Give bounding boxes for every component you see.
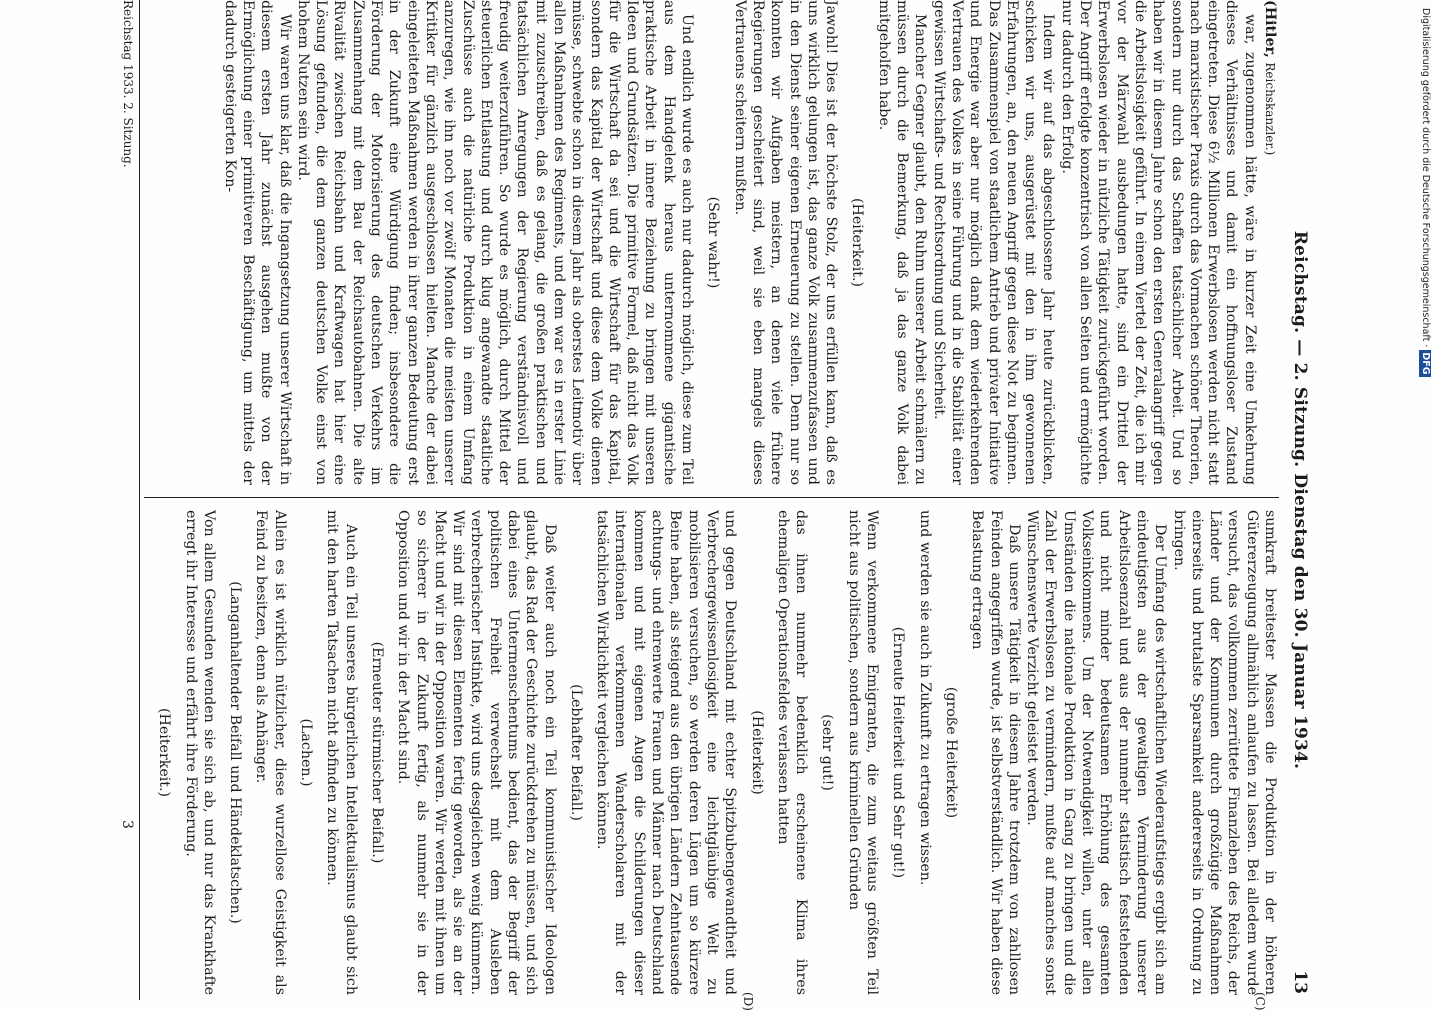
credit-strip — [1416, 8, 1434, 998]
dfg-logo: DFG — [1420, 352, 1431, 375]
margin-mark-d: (D) — [741, 992, 755, 1011]
page-number: 13 — [1290, 970, 1310, 994]
paragraph: Auch ein Teil unseres bürgerlichen Intellektualismus glaubt sich mit den harten Tatsachen nicht abfinden zu können. — [324, 510, 359, 995]
sheet-signature: 3 — [119, 820, 135, 829]
paragraph: Daß unsere Tätigkeit in diesem Jahre trotzdem von zahllosen Feinden angegriffen wurde, ist selbstverständlich. Wir haben diese Belastung ertragen — [969, 510, 1022, 995]
stage-direction: (Lebhafter Beifall.) — [567, 684, 584, 821]
paragraph: Allein es ist wirklich nützlicher, diese wurzellose Geistigkeit als Feind zu besitzen, denn als Anhänger. — [253, 510, 288, 995]
paragraph: das ihnen nunmehr bedenklich erscheinene Klima ihres ehemaligen Operationsfeldes verlassen hatten — [774, 510, 810, 995]
stage-direction: (sehr gut!) — [819, 714, 836, 791]
stage-direction: (Heiterkeit.) — [849, 198, 866, 287]
credit-text: Digitalisierung gefördert durch die Deutsche Forschungsgemeinschaft · — [1420, 8, 1431, 348]
paragraph: Mancher Gegner glaubt, den Ruhm unserer Arbeit schmälern zu müssen durch die Bemerkung, daß ja das ganze Volk dabei mitgeholfen habe. — [875, 0, 929, 485]
stage-direction: (Lachen.) — [298, 718, 315, 787]
stage-direction: (Langanhaltender Beifall und Händeklatschen.) — [227, 581, 244, 924]
speaker-line — [1261, 0, 1279, 485]
page-title: Reichstag. — 2. Sitzung. Dienstag den 30. Januar 1934. — [1290, 230, 1310, 770]
paragraph: Von allem Gesunden wenden sie sich ab, und nur das Krankhafte erregt ihr Interesse und erfährt ihre Förderung. — [182, 510, 217, 995]
paragraph: Der Umfang des wirtschaftlichen Wiederaufstiegs ergibt sich am eindeutigsten aus der gewaltigen Verminderung unserer Arbeitslosenzahl und aus der nunmehr statistisch feststehenden und nicht minder bedeutsamen Erhöhung des gesamten Volkseinkommens. Um der Notwendigkeit willen, unter allen Umständen die nationale Produktion in Gang zu bringen und die Zahl der Erwerbslosen zu vermindern, mußte auf manches sonst Wünschenswerte Verzicht geleistet werden. — [1024, 510, 1169, 995]
stage-direction: (Erneuter stürmischer Beifall.) — [368, 641, 385, 864]
paragraph: Jawohl! Dies ist der höchste Stolz, der uns erfüllen kann, daß es uns wirklich gelungen ist, das ganze Volk zusammenzufassen und in den Dienst seiner eigenen Erneuerung zu stellen. Denn nur so konnten wir Aufgaben meistern, an denen viele frühere Regierungen gescheitert sind, weil sie eben mangels dieses Vertrauens scheitern mußten. — [731, 0, 840, 485]
page-header — [1287, 0, 1313, 1000]
paragraph: Indem wir auf das abgeschlossene Jahr heute zurückblicken, schicken wir uns, ausgerüstet mit den in ihm gewonnenen Erfahrungen, an, den neuen Angriff gegen diese Not zu beginnen. Das Zusammenspiel von staatlichem Antrieb und privater Initiative und Energie war aber nur möglich dank dem wiederkehrenden Vertrauen des Volkes in seine Führung und in die Stabilität einer gewissen Wirtschafts- und Rechtsordnung und Sicherheit. — [930, 0, 1057, 485]
stage-direction: (Sehr wahr!) — [705, 196, 722, 289]
stage-direction: (große Heiterkeit) — [942, 686, 959, 819]
stage-direction: (Erneute Heiterkeit und Sehr gut!) — [890, 626, 907, 879]
left-column — [220, 0, 1279, 485]
paragraph: und werden sie auch in Zukunft zu ertragen wissen. — [916, 510, 933, 886]
stage-direction: (Heiterkeit) — [748, 710, 765, 795]
right-column — [147, 510, 1279, 995]
paragraph: war, zugenommen hätte, wäre in kurzer Zeit eine Umkehrung dieses Verhältnisses und damit ein hoffnungsloser Zustand eingetreten. Diese 6½ Millionen Erwerbslosen werden nicht statt nach marxistischer Praxis durch das Vormachen schöner Theorien, sondern nur durch das Schaffen tatsächlicher Arbeit. Und so haben wir in diesem Jahre schon den ersten Generalangriff gegen die Arbeitslosigkeit geführt. In einem Viertel der Zeit, die ich mir vor der Märzwahl ausbedungen hatte, sind ein Drittel der Erwerbslosen wieder in nützliche Tätigkeit zurückgeführt worden. Der Angriff erfolgte konzentrisch von allen Seiten und ermöglichte nur dadurch den Erfolg. — [1058, 0, 1258, 485]
credit-line — [1416, 8, 1434, 998]
paragraph: und gegen Deutschland mit echter Spitzbubengewandtheit und Verbrechergewissenlosigkeit eine leichtgläubige Welt zu mobilisieren versuchen, so werden deren Lügen um so kürzere Beine haben, als steigend aus den übrigen Ländern Zehntausende achtungs- und ehrenwerte Frauen und Männer nach Deutschland kommen und mit eigenen Augen die Schilderungen dieser internationalen verkommenen Wanderscholaren mit der tatsächlichen Wirklichkeit vergleichen können. — [594, 510, 739, 995]
rotated-page-content — [75, 0, 1315, 1011]
speaker-role: Reichskanzler.) — [1263, 62, 1277, 156]
document-page — [75, 0, 1315, 1011]
paragraph: Und endlich wurde es auch nur dadurch möglich, diese zum Teil aus dem Handgelenk heraus unternommene gigantische praktische Arbeit in innere Beziehung zu bringen mit unseren Ideen und Grundsätzen. Die primitive Formel, daß nicht das Volk für die Wirtschaft da sei und die Wirtschaft für das Kapital, sondern das Kapital der Wirtschaft und diese dem Volke dienen müsse, schwebte schon in diesem Jahr als oberstes Leitmotiv über allen Maßnahmen des Regiments, und dem war es in erster Linie mit zuzuschreiben, daß es gelang, die großen praktischen und tatsächlichen Anregungen der Regierung verständnisvoll und freudig weiterzuführen. So wurde es möglich, durch Mittel der steuerlichen Entlastung und durch klug angewandte staatliche Zuschüsse auch die natürliche Produktion in einem Umfang anzuregen, wie ihn noch vor zwölf Monaten die meisten unserer Kritiker für gänzlich ausgeschlossen hielten. Manche der dabei eingeleiteten Maßnahmen werden in ihrer ganzen Bedeutung erst in der Zukunft eine Würdigung finden; insbesondere die Förderung der Motorisierung des deutschen Verkehrs im Zusammenhang mit dem Bau der Reichsautobahnen. Die alte Rivalität zwischen Reichsbahn und Kraftwagen hat hier eine Lösung gefunden, die dem ganzen deutschen Volke einst von hohem Nutzen sein wird. — [294, 0, 696, 485]
paragraph: Daß weiter auch noch ein Teil kommunistischer Ideologen glaubt, das Rad der Geschichte zurückdrehen zu müssen, und sich dabei eines Untermenschentums bedient, das der Begriff der politischen Freiheit verwechselt mit dem Ausleben verbrecherischer Instinkte, wird uns desgleichen wenig kümmern. Wir sind mit diesen Elementen fertig geworden, als sie an der Macht und wir in der Opposition waren. Wir werden mit ihnen um so sicherer in der Zukunft fertig, als nunmehr sie in der Opposition und wir in der Macht sind. — [395, 510, 558, 995]
margin-mark-c: (C) — [1253, 992, 1267, 1011]
stage-direction: (Heiterkeit.) — [156, 708, 173, 797]
column-divider — [144, 497, 1279, 498]
paragraph: Wenn verkommene Emigranten, die zum weitaus größten Teil nicht aus politischen, sondern aus kriminellen Gründen — [845, 510, 881, 995]
paragraph: sumkraft breitester Massen die Produktion in der höheren Gütererzeugung allmählich anlaufen zu lassen. Bei alledem wurde versucht, das vollkommen zerrüttete Finanzleben des Reichs, der Länder und der Kommunen durch großzügige Maßnahmen einerseits und brutalste Sparsamkeit andererseits in Ordnung zu bringen. — [1170, 510, 1278, 995]
paragraph: Wir waren uns klar, daß die Ingangsetzung unserer Wirtschaft in diesem ersten Jahr zunächst ausgehen mußte von der Ermöglichung einer primitiveren Beschäftigung, um mittels der dadurch gesteigerten Kon- — [221, 0, 293, 485]
bottom-divider — [139, 0, 140, 1000]
page-footer: Reichstag 1933. 2. Sitzung. — [121, 0, 135, 168]
speaker-name: (Hitler, — [1262, 0, 1278, 58]
